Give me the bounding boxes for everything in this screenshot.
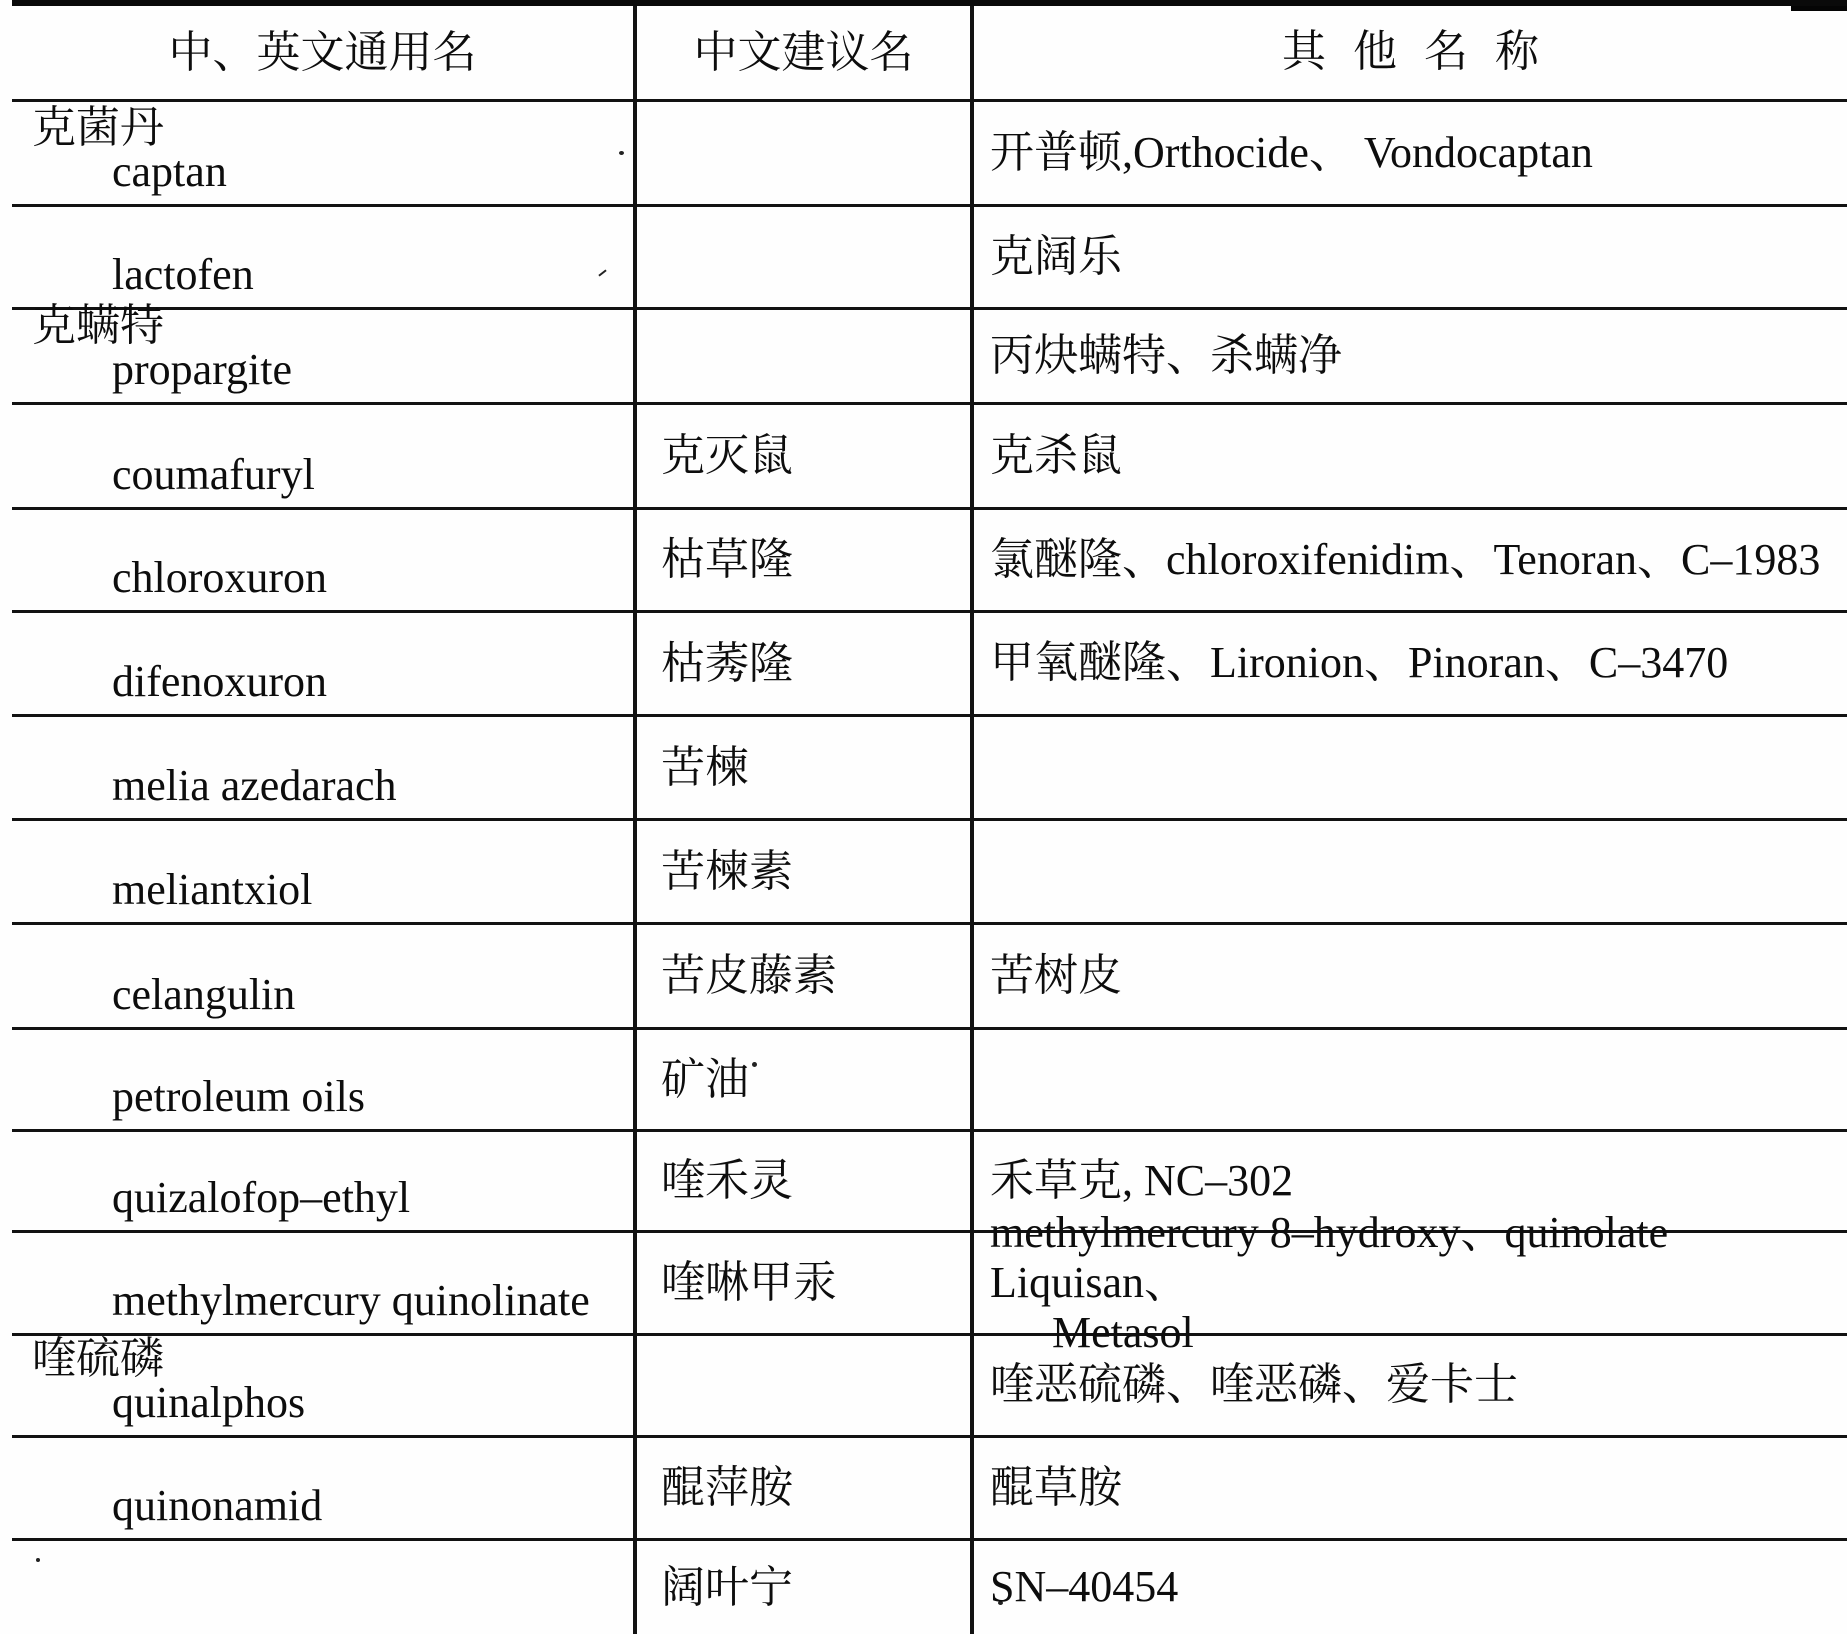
table-row-quinalphos (12, 1336, 1847, 1438)
table-row-celangulin (12, 925, 1847, 1030)
cell-common-name (12, 717, 633, 818)
table-row-quinonamid (12, 1438, 1847, 1541)
common-name-en: captan (112, 147, 227, 196)
common-name-en: chloroxuron (112, 553, 328, 602)
cell-suggested-name (633, 405, 970, 507)
common-name-en: lactofen (112, 250, 254, 299)
cell-suggested-name (633, 1541, 970, 1634)
other-names-line1: 禾草克, NC–302 (990, 1155, 1294, 1205)
cell-common-name (12, 1438, 633, 1538)
cell-other-names (970, 1336, 1847, 1435)
table-row-kuoyening (12, 1541, 1847, 1634)
cell-common-name (12, 1336, 633, 1435)
table-header-row (12, 0, 1847, 102)
pesticide-name-table (12, 0, 1847, 1634)
cell-suggested-name (633, 1336, 970, 1435)
suggested-name: 克灭鼠 (661, 431, 793, 480)
other-names-line1: 苦树皮 (990, 950, 1122, 1000)
common-name-en: petroleum oils (112, 1072, 365, 1121)
cell-suggested-name (633, 102, 970, 204)
other-names-line1: 开普顿,Orthocide、 Vondocaptan (990, 127, 1593, 177)
common-name-en: methylmercury quinolinate (112, 1276, 590, 1325)
other-names-line1: 克阔乐 (990, 231, 1122, 281)
other-names-line1: SN–40454 (990, 1562, 1179, 1612)
cell-suggested-name (633, 1030, 970, 1129)
other-names-line1: 甲氧醚隆、Lironion、Pinoran、C–3470 (990, 638, 1729, 688)
other-names-line2: Metasol (1052, 1308, 1194, 1358)
table-row-melia-azedarach (12, 717, 1847, 821)
cell-suggested-name (633, 1438, 970, 1538)
cell-common-name (12, 925, 633, 1027)
table-row-petroleum-oils (12, 1030, 1847, 1132)
cell-common-name (12, 821, 633, 922)
cell-suggested-name (633, 717, 970, 818)
header-cell-other-names (970, 6, 1847, 99)
suggested-name: 阔叶宁 (661, 1562, 793, 1612)
suggested-name: 醌萍胺 (661, 1463, 793, 1512)
cell-other-names (970, 717, 1847, 818)
cell-other-names (970, 1030, 1847, 1129)
suggested-name: 苦皮藤素 (661, 951, 837, 1000)
suggested-name: 喹啉甲汞 (661, 1258, 837, 1307)
common-name-en: meliantxiol (112, 865, 313, 914)
suggested-name: 枯草隆 (661, 535, 793, 584)
cell-suggested-name (633, 1132, 970, 1230)
cell-other-names (970, 207, 1847, 307)
cell-common-name (12, 613, 633, 714)
cell-other-names (970, 613, 1847, 714)
table-row-meliantxiol (12, 821, 1847, 925)
cell-other-names (970, 1207, 1847, 1358)
table-row-propargite (12, 301, 1847, 405)
cell-common-name (12, 1233, 633, 1333)
header-suggested-name: 中文建议名 (693, 27, 914, 77)
common-name-en: celangulin (112, 970, 296, 1019)
other-names-line1: 丙炔螨特、杀螨净 (990, 330, 1342, 380)
cell-suggested-name (633, 510, 970, 610)
cell-common-name (12, 102, 633, 204)
table-row-difenoxuron (12, 613, 1847, 717)
cell-other-names (970, 1438, 1847, 1538)
common-name-en: propargite (112, 345, 293, 394)
cell-suggested-name (633, 613, 970, 714)
cell-other-names (970, 102, 1847, 204)
common-name-cn: 喹硫磷 (32, 1334, 164, 1383)
cell-other-names (970, 821, 1847, 922)
cell-other-names (970, 310, 1847, 402)
other-names-line1: 喹恶硫磷、喹恶磷、爱卡士 (990, 1360, 1518, 1410)
common-name-en: quizalofop–ethyl (112, 1173, 411, 1222)
other-names-line1: methylmercury 8–hydroxy、quinolate Liquisan、 (990, 1207, 1669, 1307)
suggested-name: 苦楝 (661, 742, 749, 792)
table-row-captan (12, 102, 1847, 207)
common-name-en: coumafuryl (112, 450, 315, 499)
cell-suggested-name (633, 207, 970, 307)
other-names-line1: 氯醚隆、chloroxifenidim、Tenoran、C–1983 (990, 534, 1821, 584)
cell-suggested-name (633, 1233, 970, 1333)
header-common-name: 中、英文通用名 (168, 27, 477, 77)
cell-common-name (12, 1030, 633, 1129)
common-name-cn: 克菌丹 (32, 103, 164, 152)
cell-other-names (970, 1541, 1847, 1634)
cell-other-names (970, 510, 1847, 610)
cell-common-name (12, 510, 633, 610)
cell-common-name (12, 1541, 633, 1634)
suggested-name: 喹禾灵 (661, 1156, 793, 1205)
common-name-en: quinalphos (112, 1378, 306, 1427)
cell-suggested-name (633, 925, 970, 1027)
cell-common-name (12, 301, 633, 402)
other-names-line1: 醌草胺 (990, 1462, 1122, 1512)
cell-common-name (12, 405, 633, 507)
header-other-names: 其 他 名 称 (1282, 27, 1539, 77)
cell-suggested-name (633, 821, 970, 922)
table-row-methylmercury-quinolinate (12, 1207, 1847, 1358)
header-cell-suggested-name (633, 6, 970, 99)
suggested-name: 苦楝素 (661, 846, 793, 896)
header-cell-common-name (12, 6, 633, 99)
suggested-name: 枯莠隆 (661, 638, 793, 688)
table-row-coumafuryl (12, 405, 1847, 510)
cell-suggested-name (633, 310, 970, 402)
cell-other-names (970, 405, 1847, 507)
common-name-en: difenoxuron (112, 657, 328, 706)
table-row-chloroxuron (12, 510, 1847, 613)
cell-common-name (12, 1132, 633, 1230)
cell-other-names (970, 925, 1847, 1027)
table-row-lactofen (12, 207, 1847, 310)
cell-common-name (12, 207, 633, 307)
other-names-line1: 克杀鼠 (990, 430, 1122, 480)
common-name-en: melia azedarach (112, 761, 397, 810)
common-name-cn: 克螨特 (32, 301, 164, 350)
suggested-name: 矿油 (661, 1054, 749, 1104)
common-name-en: quinonamid (112, 1481, 323, 1530)
